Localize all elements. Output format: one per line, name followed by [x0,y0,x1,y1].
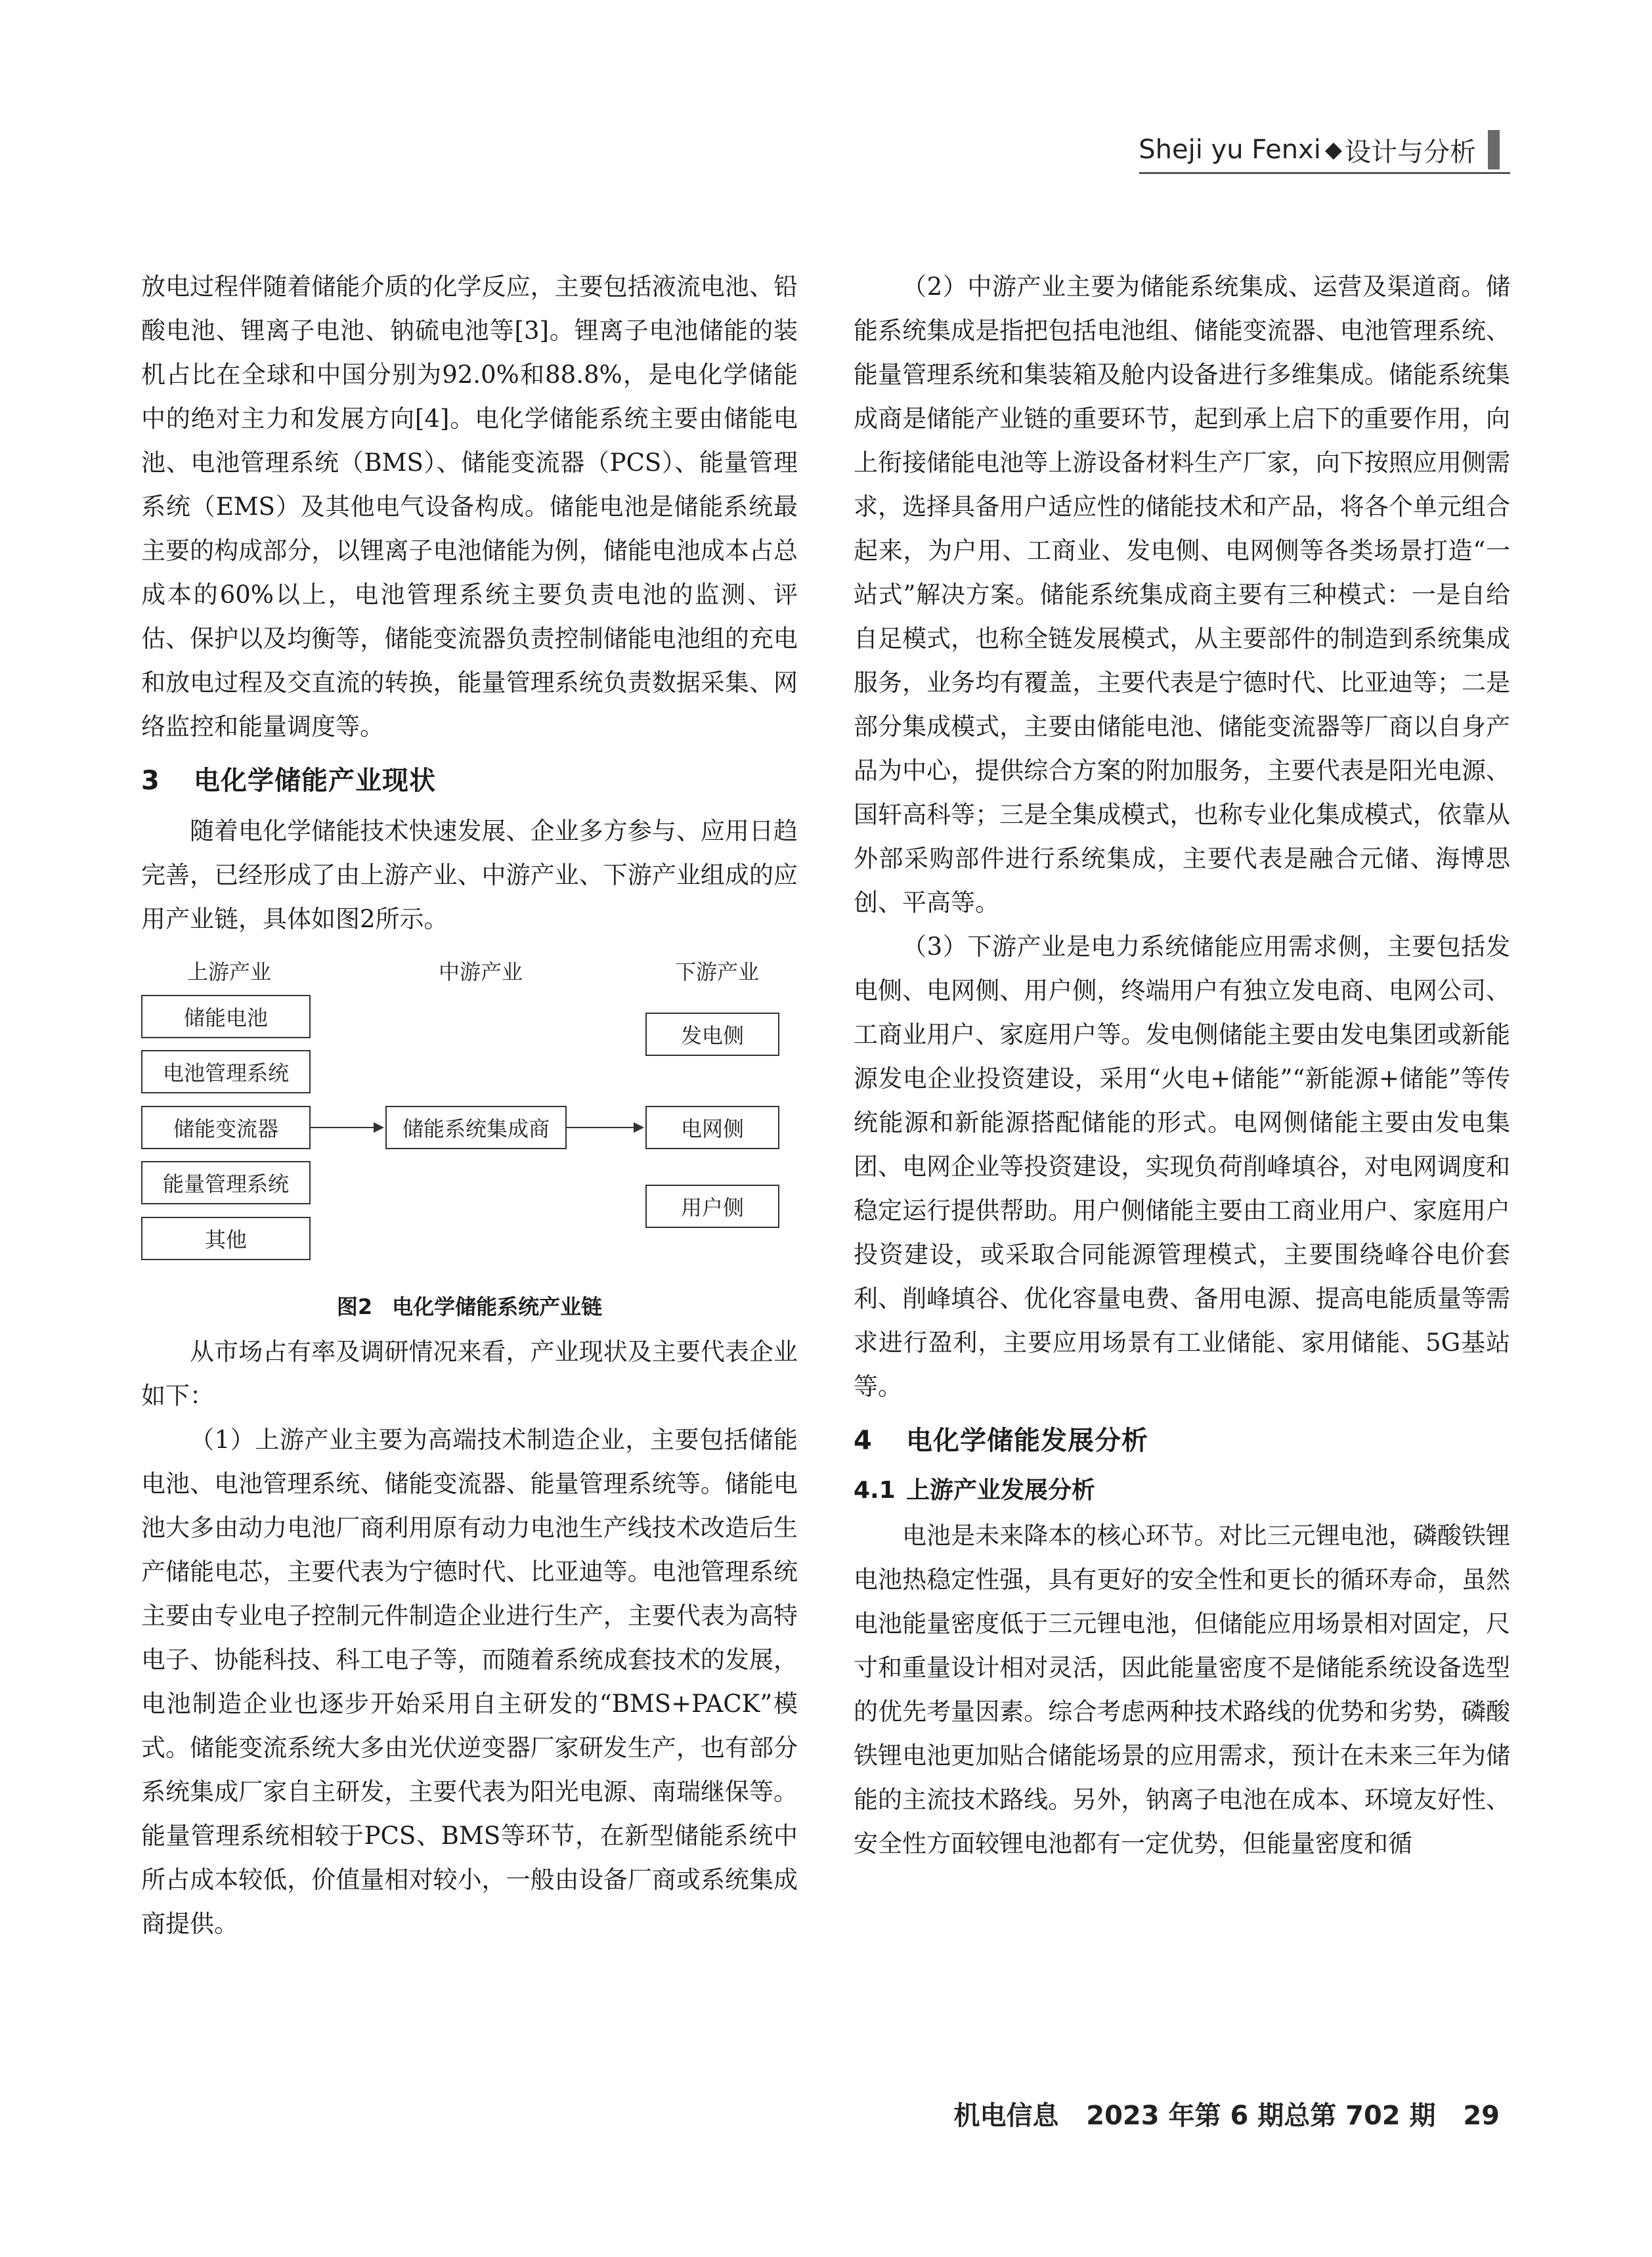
diamond-icon: ◆ [1324,137,1342,163]
running-header [1139,129,1500,171]
paragraph-chain: 随着电化学储能技术快速发展、企业多方参与、应用日趋完善，已经形成了由上游产业、中游产业、下游产业组成的应用产业链，具体如图2所示。 [141,817,798,933]
box-user-side: 用户侧 [645,1185,779,1228]
paragraph-intro: 放电过程伴随着储能介质的化学反应，主要包括液流电池、铅酸电池、锂离子电池、钠硫电池等[3]。锂离子电池储能的装机占比在全球和中国分别为92.0%和88.8%，是电化学储能中的绝对主力和发展方向[4]。电化学储能系统主要由储能电池、电池管理系统（BMS）、储能变流器（PCS）、能量管理系统（EMS）及其他电气设备构成。储能电池是储能系统最主要的构成部分，以锂离子电池储能为例，储能电池成本占总成本的60%以上，电池管理系统主要负责电池的监测、评估、保护以及均衡等，储能变流器负责控制储能电池组的充电和放电过程及交直流的转换，能量管理系统负责数据采集、网络监控和能量调度等。 [141,273,798,741]
paragraph-midstream: （2）中游产业主要为储能系统集成、运营及渠道商。储能系统集成是指把包括电池组、储能变流器、电池管理系统、能量管理系统和集装箱及舱内设备进行多维集成。储能系统集成商是储能产业链的重要环节，起到承上启下的重要作用，向上衔接储能电池等上游设备材料生产厂家，向下按照应用侧需求，选择具备用户适应性的储能技术和产品，将各个单元组合起来，为户用、工商业、发电侧、电网侧等各类场景打造“一站式”解决方案。储能系统集成商主要有三种模式：一是自给自足模式，也称全链发展模式，从主要部件的制造到系统集成服务，业务均有覆盖，主要代表是宁德时代、比亚迪等；二是部分集成模式，主要由储能电池、储能变流器等厂商以自身产品为中心，提供综合方案的附加服务，主要代表是阳光电源、国轩高科等；三是全集成模式，也称专业化集成模式，依靠从外部采购部件进行系统集成，主要代表是融合元储、海博思创、平高等。 [854,273,1510,917]
header-rule [1139,172,1510,174]
section-name: 设计与分析 [1345,137,1476,167]
figure-2-industry-chain [141,955,798,1290]
section-number: 4 [854,1426,873,1456]
right-column [854,265,1510,1866]
upstream-header: 上游产业 [187,959,272,984]
box-grid-side: 电网侧 [645,1106,779,1149]
figure-caption [141,1290,798,1321]
box-storage-battery: 储能电池 [141,995,311,1038]
left-column [141,265,798,1946]
box-bms: 电池管理系统 [141,1050,311,1093]
section-title: 电化学储能发展分析 [906,1426,1148,1456]
section-4-heading [854,1416,1510,1465]
section-number: 3 [141,766,160,796]
section-title: 电化学储能产业现状 [194,766,436,796]
box-generation-side: 发电侧 [645,1013,779,1056]
page-footer: 机电信息 2023 年第 6 期总第 702 期 29 [953,2101,1500,2131]
paragraph-upstream: （1）上游产业主要为高端技术制造企业，主要包括储能电池、电池管理系统、储能变流器、能量管理系统等。储能电池大多由动力电池厂商利用原有动力电池生产线技术改造后生产储能电芯，主要代表为宁德时代、比亚迪等。电池管理系统主要由专业电子控制元件制造企业进行生产，主要代表为高特电子、协能科技、科工电子等，而随着系统成套技术的发展，电池制造企业也逐步开始采用自主研发的“BMS+PACK”模式。储能变流系统大多由光伏逆变器厂家研发生产，也有部分系统集成厂家自主研发，主要代表为阳光电源、南瑞继保等。能量管理系统相较于PCS、BMS等环节，在新型储能系统中所占成本较低，价值量相对较小，一般由设备厂商或系统集成商提供。 [141,1426,798,1938]
arrow-midstream-to-downstream [567,1127,643,1128]
header-bar-decoration [1488,130,1500,169]
arrow-upstream-to-midstream [311,1127,383,1128]
midstream-header: 中游产业 [439,959,523,984]
box-system-integrator: 储能系统集成商 [385,1106,567,1149]
downstream-header: 下游产业 [675,959,760,984]
figure-title: 电化学储能系统产业链 [392,1294,603,1319]
paragraph-market: 从市场占有率及调研情况来看，产业现状及主要代表企业如下： [141,1338,798,1410]
box-ems: 能量管理系统 [141,1161,311,1204]
section-4-1-heading [854,1469,1510,1512]
section-3-heading [141,756,798,805]
figure-number: 图2 [336,1294,373,1319]
box-pcs: 储能变流器 [141,1106,311,1149]
paragraph-downstream: （3）下游产业是电力系统储能应用需求侧，主要包括发电侧、电网侧、用户侧，终端用户有独立发电商、电网公司、工商业用户、家庭用户等。发电侧储能主要由发电集团或新能源发电企业投资建设，采用“火电+储能”“新能源+储能”等传统能源和新能源搭配储能的形式。电网侧储能主要由发电集团、电网企业等投资建设，实现负荷削峰填谷，对电网调度和稳定运行提供帮助。用户侧储能主要由工商业用户、家庭用户投资建设，或采取合同能源管理模式，主要围绕峰谷电价套利、削峰填谷、优化容量电费、备用电源、提高电能质量等需求进行盈利，主要应用场景有工业储能、家用储能、5G基站等。 [854,932,1510,1401]
journal-pinyin: Sheji yu Fenxi [1139,135,1321,165]
subsection-number: 4.1 [854,1477,896,1504]
box-other: 其他 [141,1217,311,1260]
subsection-title: 上游产业发展分析 [906,1477,1096,1504]
paragraph-4-1: 电池是未来降本的核心环节。对比三元锂电池，磷酸铁锂电池热稳定性强，具有更好的安全性和更长的循环寿命，虽然电池能量密度低于三元锂电池，但储能应用场景相对固定，尺寸和重量设计相对灵活，因此能量密度不是储能系统设备选型的优先考量因素。综合考虑两种技术路线的优势和劣势，磷酸铁锂电池更加贴合储能场景的应用需求，预计在未来三年为储能的主流技术路线。另外，钠离子电池在成本、环境友好性、安全性方面较锂电池都有一定优势，但能量密度和循 [854,1522,1510,1858]
